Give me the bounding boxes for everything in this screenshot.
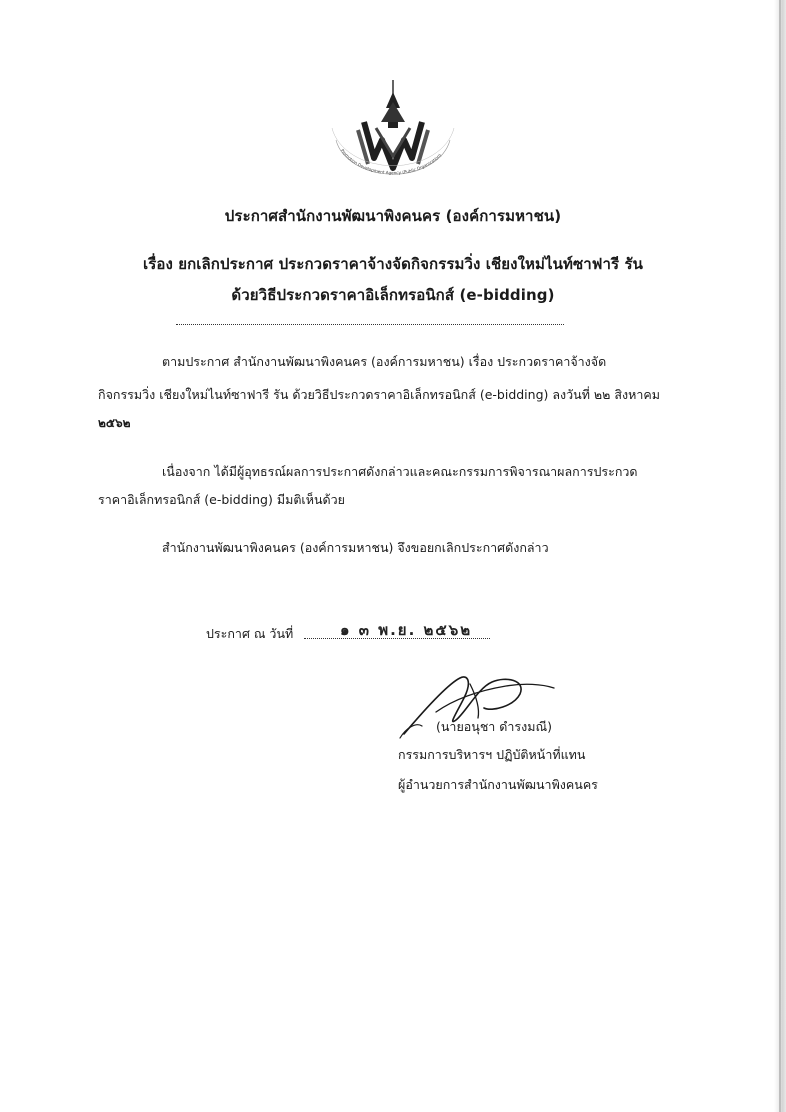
temple-spire-emblem-icon	[318, 78, 468, 188]
paragraph-1-line-3: ๒๕๖๒	[98, 416, 131, 430]
signatory-position-2: ผู้อำนวยการสำนักงานพัฒนาพิงคนคร	[398, 777, 598, 792]
paragraph-3: สำนักงานพัฒนาพิงคนคร (องค์การมหาชน) จึงขอยกเลิกประกาศดังกล่าว	[162, 540, 549, 555]
header-divider	[176, 324, 564, 325]
paragraph-2-line-1: เนื่องจาก ได้มีผู้อุทธรณ์ผลการประกาศดังกล่าวและคณะกรรมการพิจารณาผลการประกวด	[162, 464, 638, 479]
paragraph-1-line-1: ตามประกาศ สำนักงานพัฒนาพิงคนคร (องค์การมหาชน) เรื่อง ประกวดราคาจ้างจัด	[162, 354, 607, 369]
signatory-position-1: กรรมการบริหารฯ ปฏิบัติหน้าที่แทน	[398, 747, 586, 762]
date-label: ประกาศ ณ วันที่	[206, 626, 294, 641]
logo-org-name: Promotion Development Agency (Public Organization)	[339, 147, 443, 176]
announcement-title: ประกาศสำนักงานพัฒนาพิงคนคร (องค์การมหาชน)	[224, 207, 562, 225]
date-value: ๑ ๓ พ.ย. ๒๕๖๒	[340, 621, 473, 639]
paragraph-1-line-2: กิจกรรมวิ่ง เชียงใหม่ไนท์ซาฟารี รัน ด้วยวิธีประกวดราคาอิเล็กทรอนิกส์ (e-bidding) ลงวันที่ ๒๒ สิงหาคม	[98, 387, 660, 402]
paragraph-2-line-2: ราคาอิเล็กทรอนิกส์ (e-bidding) มีมติเห็นด้วย	[98, 492, 345, 507]
subject-line-1: เรื่อง ยกเลิกประกาศ ประกวดราคาจ้างจัดกิจกรรมวิ่ง เชียงใหม่ไนท์ซาฟารี รัน	[142, 255, 644, 273]
scan-edge	[774, 0, 786, 1112]
signatory-name: (นายอนุชา ดำรงมณี)	[436, 719, 552, 734]
subject-line-2: ด้วยวิธีประกวดราคาอิเล็กทรอนิกส์ (e-bidding)	[231, 286, 555, 304]
